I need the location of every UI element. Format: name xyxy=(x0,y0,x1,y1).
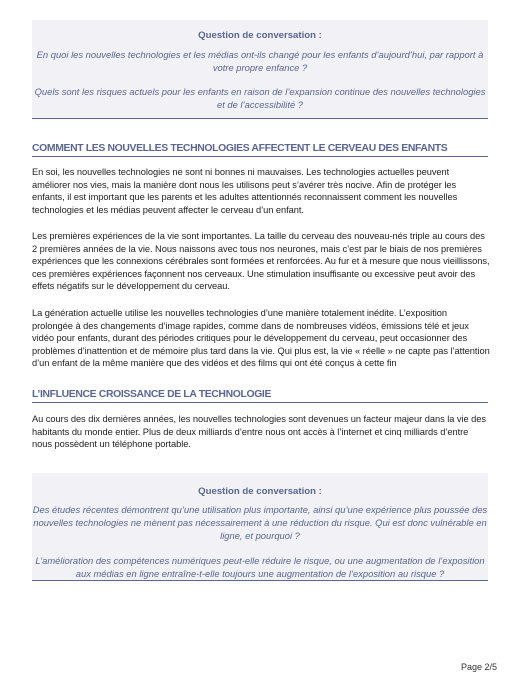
conversation-question-2: L’amélioration des compétences numériques peut-elle réduire le risque, ou une augmentation de l’exposition aux médias en ligne entraîne-t-elle toujours une augmentation de l’exposition au risque ? xyxy=(35,555,485,579)
body-paragraph: Au cours des dix dernières années, les nouvelles technologies sont devenues un facteur majeur dans la vie des habitants du monde entier. Plus de deux milliards d’entre nous ont accès à l’internet et cinq milliards d’entre nous possèdent un téléphone portable. xyxy=(32,414,486,450)
conversation-question-1: En quoi les nouvelles technologies et les médias ont-ils changé pour les enfants d’aujourd’hui, par rapport à votre propre enfance ? xyxy=(36,49,484,73)
body-paragraph: Les premières expériences de la vie sont importantes. La taille du cerveau des nouveau-nés triple au cours des 2 premières années de la vie. Nous naissons avec tous nos neurones, mais c’est par le biais de nos premières expériences que les connexions cérébrales sont formées et renforcées. Au fur et à mesure que nous vieillissons, ces premières expériences façonnent nos cerveaux. Une stimulation insuffisante ou excessive peut avoir des effets négatifs sur le développement du cerveau. xyxy=(32,231,490,292)
body-paragraph: La génération actuelle utilise les nouvelles technologies d’une manière totalement inédite. L’exposition prolongée à des changements d’image rapides, comme dans de nombreuses vidéos, émissions télé et jeux vidéo pour enfants, durant des périodes critiques pour le développement du cerveau, peut occasionner des problèmes d’inattention et de mémoire plus tard dans la vie. Qui plus est, la vie « réelle » ne capte pas l’attention d’un enfant de la même manière que des vidéos et des films qui ont été conçus à cette fin xyxy=(32,308,490,369)
section-heading-influence: L’INFLUENCE CROISSANCE DE LA TECHNOLOGIE xyxy=(32,388,488,403)
body-paragraph: En soi, les nouvelles technologies ne sont ni bonnes ni mauvaises. Les technologies actuelles peuvent améliorer nos vies, mais la manière dont nous les utilisons peut s’avérer très nocive. Afin de protéger les enfants, il est important que les parents et les adultes attentionnés reconnaissent comment les nouvelles technologies et les médias peuvent affecter le cerveau d’un enfant. xyxy=(32,167,458,215)
conversation-question-1: Des études récentes démontrent qu’une utilisation plus importante, ainsi qu’une expérience plus poussée des nouvelles technologies ne mènent pas nécessairement à une réduction du risque. Qui est donc vulnérable en ligne, et pourquoi ? xyxy=(32,504,488,541)
section-heading-brain: COMMENT LES NOUVELLES TECHNOLOGIES AFFECTENT LE CERVEAU DES ENFANTS xyxy=(32,142,488,157)
conversation-question-box-top xyxy=(32,20,488,119)
question-box-title: Question de conversation : xyxy=(198,486,322,497)
conversation-question-2: Quels sont les risques actuels pour les enfants en raison de l’expansion continue des nouvelles technologies et de l’accessibilité ? xyxy=(34,86,486,110)
conversation-question-box-bottom xyxy=(32,473,488,581)
page-number: Page 2/5 xyxy=(460,662,497,672)
question-box-title: Question de conversation : xyxy=(198,30,322,41)
